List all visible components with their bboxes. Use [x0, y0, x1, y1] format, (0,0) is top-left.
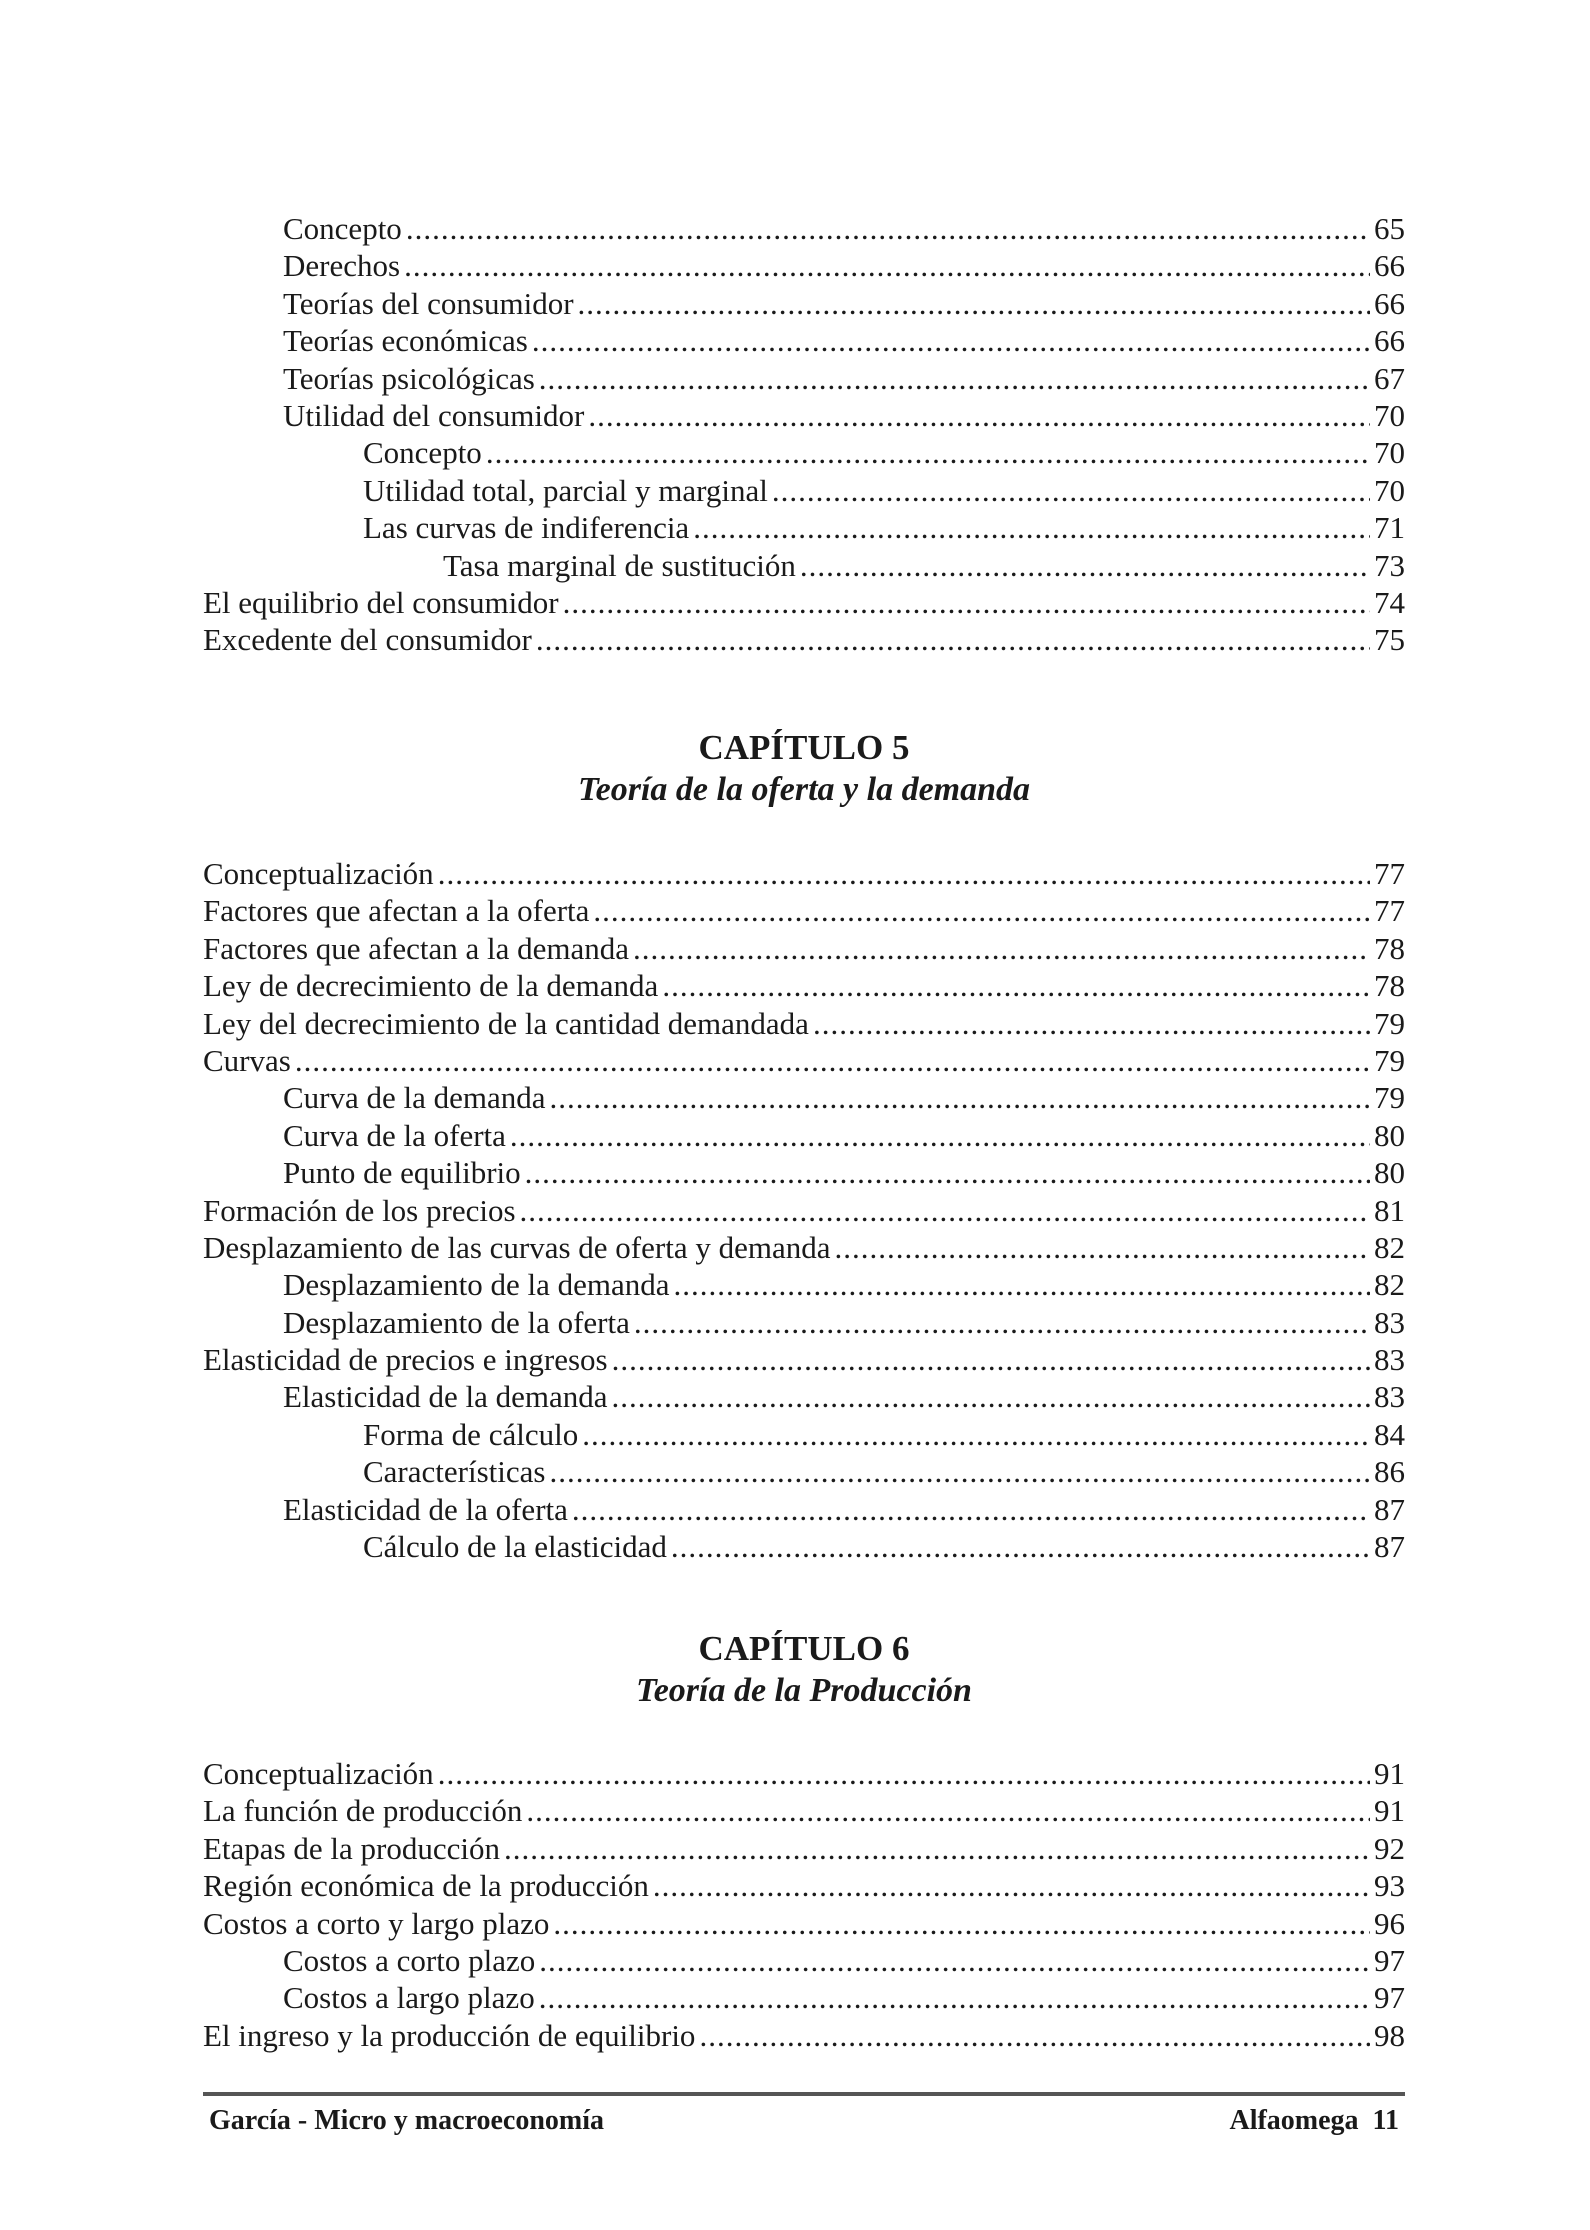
dot-leader [504, 1830, 1370, 1867]
toc-entry-title: Utilidad total, parcial y marginal [363, 472, 768, 508]
toc-entry [203, 1979, 1405, 2016]
toc-entry-title: Conceptualización [203, 856, 434, 891]
toc-entry [203, 1905, 1405, 1942]
toc-entry-title: Derechos [283, 248, 401, 284]
toc-entry [203, 1304, 1405, 1341]
toc-entry [203, 855, 1405, 892]
toc-entry-title: Punto de equilibrio [283, 1155, 521, 1191]
dot-leader [633, 930, 1370, 967]
toc-entry-title: Desplazamiento de la demanda [283, 1267, 670, 1303]
toc-entry [203, 247, 1405, 284]
toc-entry-page-number: 80 [1374, 1117, 1405, 1153]
toc-entry-page-number: 70 [1374, 435, 1405, 471]
toc-entry-page-number: 87 [1374, 1491, 1405, 1527]
toc-entry [203, 1942, 1405, 1979]
toc-entry-page-number: 84 [1374, 1416, 1405, 1452]
toc-entry [203, 1755, 1405, 1792]
toc-entry-title: Concepto [283, 211, 402, 246]
toc-entry [203, 1042, 1405, 1079]
toc-entry [203, 1867, 1405, 1904]
dot-leader [486, 434, 1370, 471]
chapter-subtitle: Teoría de la oferta y la demanda [577, 771, 1031, 808]
toc-entry-title: Forma de cálculo [363, 1416, 579, 1452]
dot-leader [406, 210, 1370, 247]
dot-leader [699, 2017, 1370, 2054]
chapter-title: CAPÍTULO 6 [698, 1629, 910, 1668]
toc-entry-page-number: 80 [1374, 1155, 1405, 1191]
page-footer [209, 2105, 1399, 2137]
toc-entry-title: Teorías psicológicas [283, 360, 535, 396]
toc-entry-page-number: 67 [1374, 360, 1405, 396]
dot-leader [634, 1304, 1370, 1341]
toc-entry-page-number: 87 [1374, 1529, 1405, 1565]
dot-leader [404, 247, 1370, 284]
toc-entry [203, 1229, 1405, 1266]
toc-entry-page-number: 83 [1374, 1342, 1405, 1378]
dot-leader [593, 892, 1370, 929]
toc-entry [203, 1192, 1405, 1229]
toc-entry-page-number: 65 [1374, 211, 1405, 246]
chapter-title: CAPÍTULO 5 [698, 728, 910, 767]
toc-section-chapter-5 [203, 855, 1405, 1565]
toc-entry-page-number: 86 [1374, 1454, 1405, 1490]
toc-entry-page-number: 78 [1374, 968, 1405, 1004]
chapter-5-heading [203, 727, 1405, 811]
toc-entry-page-number: 77 [1374, 893, 1405, 929]
toc-entry [203, 1266, 1405, 1303]
dot-leader [834, 1229, 1370, 1266]
toc-entry [203, 1830, 1405, 1867]
dot-leader [536, 621, 1370, 658]
dot-leader [553, 1905, 1370, 1942]
toc-entry-title: Curva de la oferta [283, 1117, 506, 1153]
toc-entry-page-number: 91 [1374, 1756, 1405, 1791]
toc-entry [203, 621, 1405, 658]
toc-entry [203, 397, 1405, 434]
dot-leader [772, 472, 1370, 509]
toc-entry-title: Desplazamiento de las curvas de oferta y demanda [203, 1229, 831, 1265]
toc-entry-page-number: 66 [1374, 285, 1405, 321]
dot-leader [438, 1755, 1370, 1792]
toc-entry-page-number: 97 [1374, 1942, 1405, 1978]
toc-entry [203, 547, 1405, 584]
toc-entry-page-number: 98 [1374, 2017, 1405, 2053]
dot-leader [563, 584, 1370, 621]
toc-entry [203, 967, 1405, 1004]
toc-entry-title: Conceptualización [203, 1756, 434, 1791]
toc-entry-title: Las curvas de indiferencia [363, 510, 690, 546]
toc-entry-page-number: 82 [1374, 1267, 1405, 1303]
toc-entry-title: Teorías del consumidor [283, 285, 574, 321]
toc-entry-page-number: 92 [1374, 1830, 1405, 1866]
toc-entry-title: Costos a largo plazo [283, 1980, 535, 2016]
toc-entry-page-number: 73 [1374, 547, 1405, 583]
toc-entry-title: Etapas de la producción [203, 1830, 500, 1866]
dot-leader [539, 360, 1370, 397]
toc-entry-page-number: 83 [1374, 1304, 1405, 1340]
toc-entry-page-number: 96 [1374, 1905, 1405, 1941]
toc-entry-page-number: 71 [1374, 510, 1405, 546]
toc-entry-title: La función de producción [203, 1793, 523, 1829]
toc-entry [203, 1154, 1405, 1191]
toc-entry-title: Teorías económicas [283, 323, 528, 359]
toc-entry [203, 1792, 1405, 1829]
toc-entry-title: Formación de los precios [203, 1192, 516, 1228]
toc-entry-title: Ley del decrecimiento de la cantidad demandada [203, 1005, 809, 1041]
dot-leader [532, 322, 1370, 359]
toc-entry [203, 434, 1405, 471]
toc-entry-title: Elasticidad de la demanda [283, 1379, 608, 1415]
toc-entry-title: Elasticidad de precios e ingresos [203, 1342, 608, 1378]
footer-publisher-page: Alfaomega 11 [1229, 2105, 1399, 2136]
dot-leader [526, 1792, 1370, 1829]
toc-entry [203, 210, 1405, 247]
toc-entry-title: Elasticidad de la oferta [283, 1491, 568, 1527]
toc-entry-page-number: 74 [1374, 584, 1405, 620]
dot-leader [662, 967, 1370, 1004]
toc-entry-title: Curva de la demanda [283, 1080, 546, 1116]
toc-entry-page-number: 66 [1374, 323, 1405, 359]
toc-entry-page-number: 79 [1374, 1080, 1405, 1116]
dot-leader [438, 855, 1370, 892]
toc-entry-title: Región económica de la producción [203, 1868, 649, 1904]
dot-leader [525, 1154, 1370, 1191]
chapter-subtitle: Teoría de la Producción [636, 1672, 972, 1709]
dot-leader [295, 1042, 1370, 1079]
dot-leader [539, 1942, 1370, 1979]
toc-entry-page-number: 66 [1374, 248, 1405, 284]
toc-entry [203, 285, 1405, 322]
footer-book-title: García - Micro y macroeconomía [209, 2105, 604, 2136]
toc-entry [203, 1117, 1405, 1154]
toc-entry-title: Utilidad del consumidor [283, 397, 585, 433]
toc-entry-title: Tasa marginal de sustitución [443, 547, 796, 583]
toc-entry [203, 892, 1405, 929]
toc-entry-page-number: 83 [1374, 1379, 1405, 1415]
toc-entry-page-number: 82 [1374, 1229, 1405, 1265]
toc-entry-page-number: 70 [1374, 397, 1405, 433]
toc-entry-page-number: 78 [1374, 930, 1405, 966]
dot-leader [510, 1117, 1370, 1154]
toc-entry-title: Factores que afectan a la oferta [203, 893, 590, 929]
dot-leader [800, 547, 1370, 584]
toc-section-chapter-4-continued [203, 210, 1405, 659]
toc-entry-page-number: 70 [1374, 472, 1405, 508]
toc-entry [203, 1341, 1405, 1378]
dot-leader [612, 1341, 1370, 1378]
toc-entry-page-number: 81 [1374, 1192, 1405, 1228]
toc-entry [203, 1416, 1405, 1453]
toc-entry-title: Curvas [203, 1042, 291, 1078]
toc-entry-title: Factores que afectan a la demanda [203, 930, 630, 966]
toc-entry-title: Características [363, 1454, 546, 1490]
toc-entry-title: Desplazamiento de la oferta [283, 1304, 630, 1340]
dot-leader [673, 1266, 1370, 1303]
toc-entry-page-number: 75 [1374, 622, 1405, 658]
toc-entry-title: Concepto [363, 435, 482, 471]
dot-leader [653, 1867, 1370, 1904]
dot-leader [588, 397, 1370, 434]
toc-entry-page-number: 79 [1374, 1005, 1405, 1041]
toc-entry-title: Excedente del consumidor [203, 622, 532, 658]
toc-entry-title: Costos a corto y largo plazo [203, 1905, 550, 1941]
toc-entry [203, 1079, 1405, 1116]
toc-entry-title: Ley de decrecimiento de la demanda [203, 968, 659, 1004]
toc-entry [203, 584, 1405, 621]
dot-leader [549, 1453, 1370, 1490]
toc-entry [203, 2017, 1405, 2054]
toc-entry-page-number: 91 [1374, 1793, 1405, 1829]
toc-entry-title: Cálculo de la elasticidad [363, 1529, 667, 1565]
toc-entry [203, 1005, 1405, 1042]
toc-entry-page-number: 93 [1374, 1868, 1405, 1904]
toc-entry-page-number: 97 [1374, 1980, 1405, 2016]
toc-entry [203, 930, 1405, 967]
dot-leader [520, 1192, 1370, 1229]
dot-leader [572, 1491, 1370, 1528]
dot-leader [813, 1005, 1370, 1042]
dot-leader [582, 1416, 1370, 1453]
dot-leader [539, 1979, 1370, 2016]
dot-leader [578, 285, 1370, 322]
toc-entry [203, 360, 1405, 397]
toc-entry-title: Costos a corto plazo [283, 1942, 536, 1978]
toc-entry-title: El equilibrio del consumidor [203, 584, 559, 620]
toc-entry-title: El ingreso y la producción de equilibrio [203, 2017, 696, 2053]
dot-leader [671, 1528, 1370, 1565]
dot-leader [693, 509, 1370, 546]
toc-entry [203, 1453, 1405, 1490]
toc-section-chapter-6 [203, 1755, 1405, 2054]
toc-entry [203, 1528, 1405, 1565]
toc-entry [203, 472, 1405, 509]
toc-entry [203, 322, 1405, 359]
toc-entry [203, 1378, 1405, 1415]
toc-entry [203, 509, 1405, 546]
dot-leader [550, 1079, 1370, 1116]
toc-entry-page-number: 77 [1374, 856, 1405, 891]
chapter-6-heading [203, 1628, 1405, 1712]
toc-entry [203, 1491, 1405, 1528]
dot-leader [612, 1378, 1370, 1415]
toc-entry-page-number: 79 [1374, 1042, 1405, 1078]
footer-divider [203, 2092, 1405, 2096]
